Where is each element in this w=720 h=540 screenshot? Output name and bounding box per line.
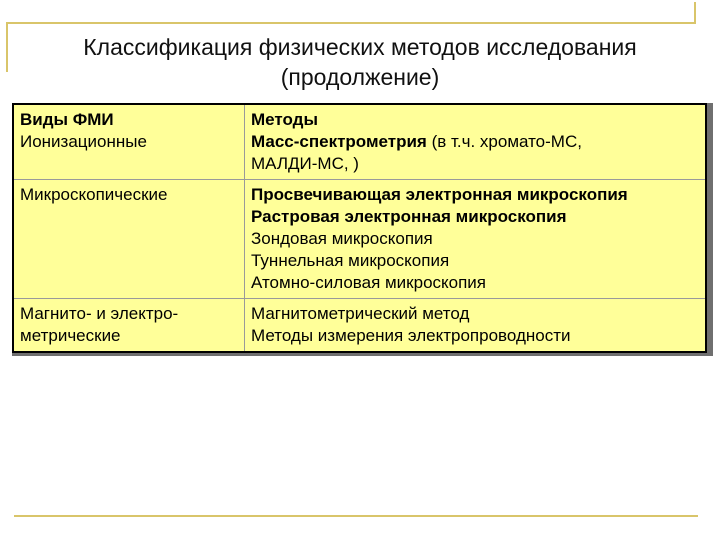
frame-bottom-line (14, 515, 698, 517)
category-label: метрические (20, 326, 121, 345)
methods-table (12, 103, 707, 353)
method-normal-text: МАЛДИ-МС, ) (251, 154, 359, 173)
category-cell (13, 104, 245, 180)
method-line: Туннельная микроскопия (251, 251, 450, 270)
title-line-1: Классификация физических методов исследования (83, 34, 637, 60)
frame-right-line (694, 2, 696, 24)
frame-left-line (6, 22, 8, 72)
method-line: Зондовая микроскопия (251, 229, 433, 248)
header-col2: Методы (251, 110, 318, 129)
method-bold-text: Масс-спектрометрия (251, 132, 427, 151)
methods-cell (245, 299, 707, 353)
method-normal-text: (в т.ч. хромато-МС, (426, 132, 582, 151)
category-cell (13, 180, 245, 299)
title-line-2: (продолжение) (280, 64, 440, 90)
method-line (251, 153, 699, 175)
method-line: Просвечивающая электронная микроскопия (251, 185, 628, 204)
table-shadow (12, 103, 713, 356)
header-col1: Виды ФМИ (20, 110, 114, 129)
frame-top-line (6, 22, 694, 24)
slide-title (30, 32, 690, 92)
method-line: Методы измерения электропроводности (251, 326, 571, 345)
table-row (13, 180, 706, 299)
method-line (251, 131, 699, 153)
category-cell (13, 299, 245, 353)
method-line: Магнитометрический метод (251, 304, 470, 323)
category-label: Ионизационные (20, 132, 147, 151)
category-label: Магнито- и электро- (20, 304, 179, 323)
methods-cell (245, 180, 707, 299)
category-label: Микроскопические (20, 185, 168, 204)
method-line: Атомно-силовая микроскопия (251, 273, 487, 292)
method-line: Растровая электронная микроскопия (251, 207, 567, 226)
methods-cell (245, 104, 707, 180)
table-row (13, 104, 706, 180)
table-row (13, 299, 706, 353)
